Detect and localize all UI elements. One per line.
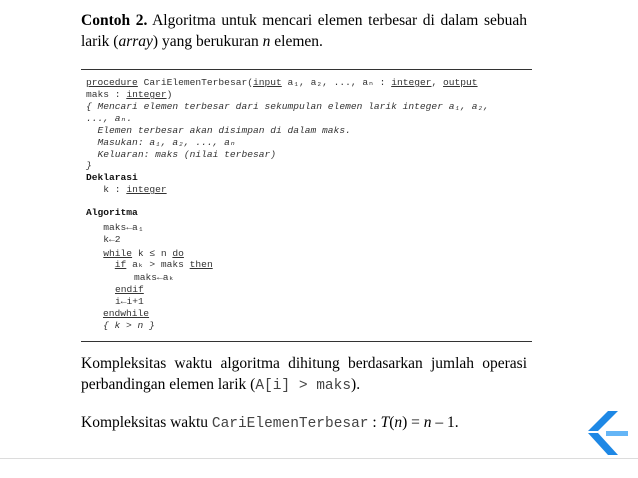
keyword-procedure: procedure <box>86 77 138 88</box>
while-condition: k ≤ n <box>132 248 173 259</box>
keyword-output: output <box>443 77 478 88</box>
complexity-formula <box>81 412 531 435</box>
var-k: k : <box>86 184 127 195</box>
heading-text-1: Algoritma untuk mencari elemen terbesar di dalam sebuah larik ( <box>81 12 527 50</box>
keyword-if: if <box>114 259 127 270</box>
section-algoritma: Algoritma <box>86 207 138 218</box>
comment-line-4: Masukan: a₁, a₂, ..., aₙ <box>86 137 236 148</box>
type-integer-3: integer <box>126 184 167 195</box>
heading-text-3: elemen. <box>270 33 323 50</box>
formula-prefix: Kompleksitas waktu <box>81 414 212 431</box>
algorithm-code-box <box>81 69 532 342</box>
param-separator: , <box>431 77 444 88</box>
keyword-then: then <box>189 259 213 270</box>
logo-arm-top <box>588 411 618 431</box>
complexity-text-2: ). <box>351 376 361 393</box>
footer-divider <box>0 458 638 459</box>
complexity-text-1: Kompleksitas waktu algoritma dihitung berdasarkan jumlah operasi perbandingan elemen larik ( <box>81 355 527 393</box>
comment-line-1: { Mencari elemen terbesar dari sekumpulan elemen larik integer a₁, a₂, <box>86 101 490 112</box>
code-line-maks <box>86 89 172 101</box>
heading-n: n <box>262 33 271 50</box>
stmt-maks-init: maks←a₁ <box>86 222 144 233</box>
formula-rest: – 1. <box>431 414 459 431</box>
stmt-increment: i←i+1 <box>115 296 144 307</box>
param-maks: maks : <box>86 89 127 100</box>
formula-close: ) = <box>402 414 424 431</box>
stmt-maks-assign: maks←aₖ <box>134 272 175 283</box>
example-label: Contoh 2. <box>81 12 148 29</box>
brand-logo-icon <box>586 409 630 457</box>
comment-line-5: Keluaran: maks (nilai terbesar) <box>86 149 276 160</box>
section-deklarasi: Deklarasi <box>86 172 138 183</box>
stmt-if <box>86 259 213 271</box>
heading-text-2: ) yang berukuran <box>152 33 263 50</box>
formula-function-name: CariElemenTerbesar <box>211 416 369 432</box>
keyword-while: while <box>103 248 133 259</box>
keyword-endif: endif <box>115 284 144 295</box>
code-line-declare-k <box>86 184 167 196</box>
formula-open: ( <box>389 414 395 431</box>
stmt-k-init: k←2 <box>86 234 121 245</box>
formula-n2: n <box>423 414 432 431</box>
complexity-paragraph <box>81 353 527 397</box>
logo-arm-bottom <box>588 433 618 455</box>
formula-T: T <box>380 414 390 431</box>
stmt-while <box>86 248 184 260</box>
heading-text-italic: array <box>118 33 153 50</box>
if-condition: aₖ > maks <box>126 259 190 270</box>
comment-line-3: Elemen terbesar akan disimpan di dalam maks. <box>86 125 351 136</box>
example-heading <box>81 10 527 52</box>
logo-bar <box>606 431 628 436</box>
comment-line-2: ..., aₙ. <box>86 113 133 124</box>
formula-colon: : <box>368 414 381 431</box>
keyword-input: input <box>252 77 282 88</box>
type-integer-2: integer <box>126 89 167 100</box>
type-integer: integer <box>391 77 432 88</box>
procedure-name: CariElemenTerbesar( <box>137 77 253 88</box>
comparison-code: A[i] > maks <box>255 378 352 394</box>
keyword-do: do <box>172 248 184 259</box>
code-line-procedure <box>86 77 478 89</box>
keyword-endwhile: endwhile <box>103 308 150 319</box>
postcondition-comment: { k > n } <box>103 320 155 331</box>
comment-line-6: } <box>86 160 92 171</box>
formula-n1: n <box>394 414 403 431</box>
close-paren: ) <box>166 89 173 100</box>
procedure-params: a₁, a₂, ..., aₙ : <box>281 77 392 88</box>
